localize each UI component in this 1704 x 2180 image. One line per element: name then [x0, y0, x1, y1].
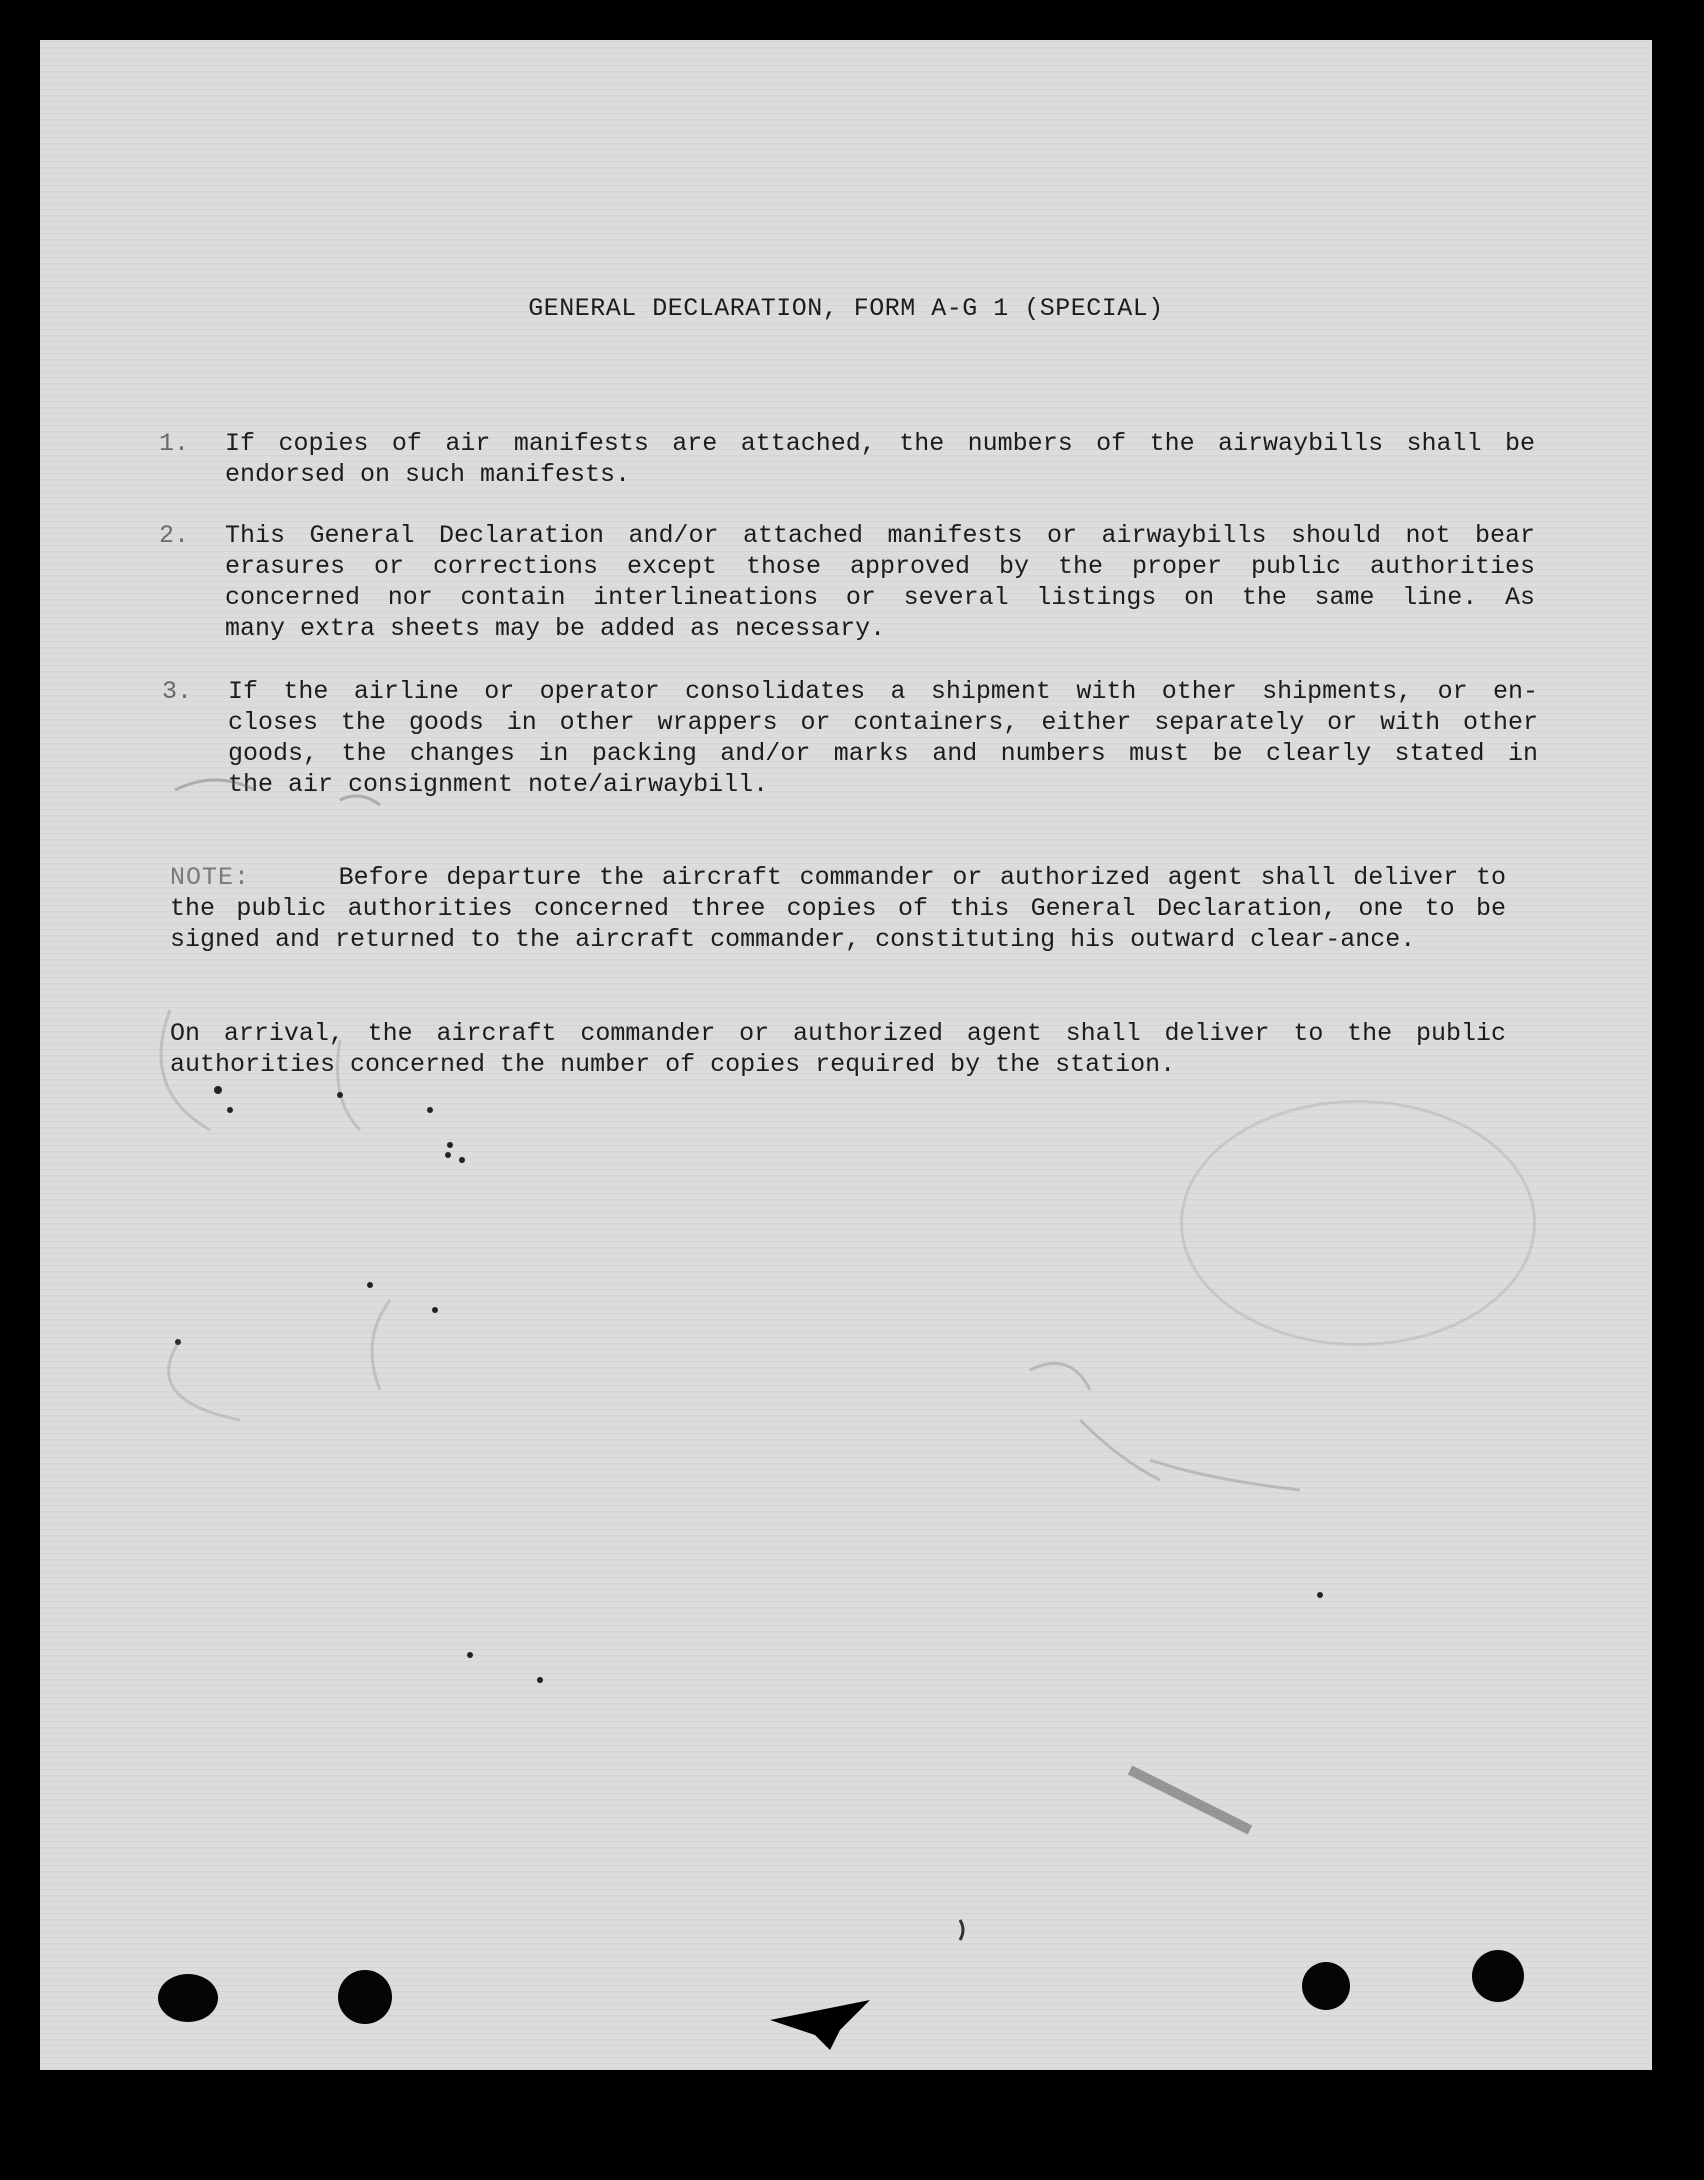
item-line: This General Declaration and/or attached manifests or airwaybills should not bear [225, 521, 1535, 550]
document-page [40, 40, 1652, 2070]
item-number: 1. [159, 429, 190, 458]
item-number: 3. [162, 677, 193, 706]
arrival-paragraph: On arrival, the aircraft commander or authorized agent shall deliver to the public authorities concerned the number of copies required by the station. [170, 1019, 1506, 1079]
item-line: goods, the changes in packing and/or marks and numbers must be clearly stated in [228, 739, 1538, 768]
item-number: 2. [159, 521, 190, 550]
item-line: If copies of air manifests are attached, the numbers of the airwaybills shall be [225, 429, 1535, 458]
bottom-notch-mark [770, 2000, 870, 2050]
item-line: the air consignment note/airwaybill. [228, 770, 769, 799]
item-line: If the airline or operator consolidates a shipment with other shipments, or en- [228, 677, 1538, 706]
punch-hole [158, 1974, 218, 2022]
item-line: erasures or corrections except those approved by the proper public authorities [225, 552, 1535, 581]
document-title: GENERAL DECLARATION, FORM A-G 1 (SPECIAL) [528, 294, 1164, 323]
item-line: endorsed on such manifests. [225, 460, 631, 489]
punch-hole [1472, 1950, 1524, 2002]
note-label: NOTE: [170, 863, 251, 892]
note-text: Before departure the aircraft commander or authorized agent shall deliver to the public authorities concerned three copies of this General Declaration, one to be signed and returned to the aircraft commander, constituting his outward clear-ance. [170, 863, 1506, 954]
item-line: closes the goods in other wrappers or containers, either separately or with other [228, 708, 1538, 737]
item-line: concerned nor contain interlineations or several listings on the same line. As [225, 583, 1535, 612]
faded-handwriting-marks [40, 40, 1652, 2070]
item-line: many extra sheets may be added as necessary. [225, 614, 886, 643]
punch-hole [1302, 1962, 1350, 2010]
punch-hole [338, 1970, 392, 2024]
